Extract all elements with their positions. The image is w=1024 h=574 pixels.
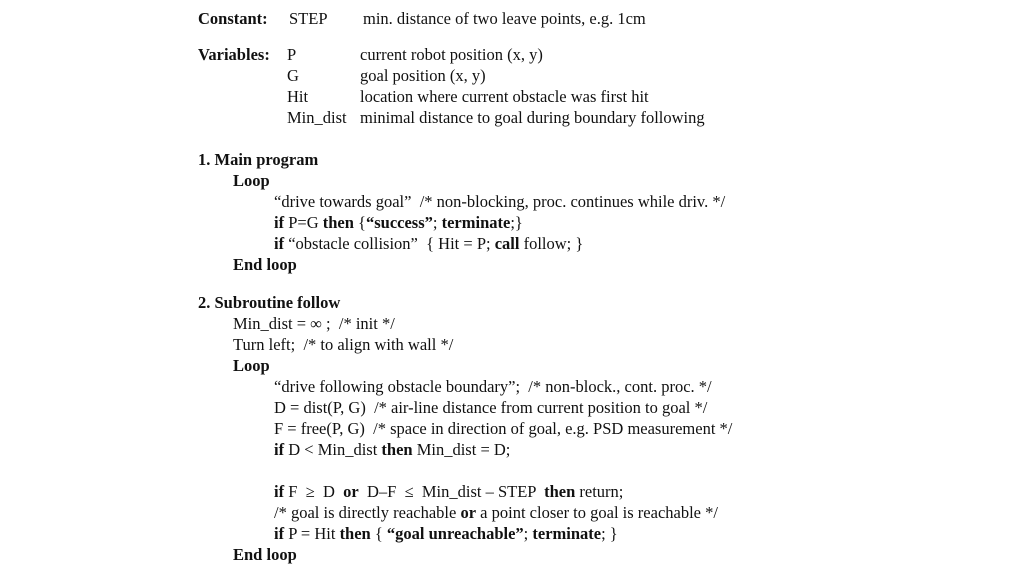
drive-towards-goal-line: “drive towards goal” /* non-blocking, proc. continues while driv. */	[274, 192, 726, 211]
variable-name: Min_dist	[287, 108, 347, 127]
reachable-comment-line: /* goal is directly reachable or a point closer to goal is reachable */	[274, 503, 718, 522]
main-loop-end: End loop	[233, 255, 297, 274]
constant-label: Constant:	[198, 9, 268, 28]
sub-loop-end: End loop	[233, 545, 297, 564]
boundary-line: “drive following obstacle boundary”; /* non-block., cont. proc. */	[274, 377, 712, 396]
turn-left-line: Turn left; /* to align with wall */	[233, 335, 454, 354]
main-program-heading: 1. Main program	[198, 150, 319, 169]
variable-name: P	[287, 45, 297, 64]
sub-loop-start: Loop	[233, 356, 270, 375]
variable-name: Hit	[287, 87, 309, 106]
success-line: if P=G then {“success”; terminate;}	[274, 213, 523, 232]
collision-line: if “obstacle collision” { Hit = P; call follow; }	[274, 234, 584, 253]
unreachable-line: if P = Hit then { “goal unreachable”; terminate; }	[274, 524, 618, 543]
min-dist-line: if D < Min_dist then Min_dist = D;	[274, 440, 511, 459]
init-line: Min_dist = ∞ ; /* init */	[233, 314, 395, 333]
main-loop-start: Loop	[233, 171, 270, 190]
return-line: if F ≥ D or D–F ≤ Min_dist – STEP then return;	[274, 482, 624, 501]
variables-label: Variables:	[198, 45, 270, 64]
subroutine-heading: 2. Subroutine follow	[198, 293, 341, 312]
variable-description: current robot position (x, y)	[360, 45, 543, 64]
constant-description: min. distance of two leave points, e.g. 1cm	[363, 9, 646, 28]
constant-name: STEP	[289, 9, 328, 28]
dist-line: D = dist(P, G) /* air-line distance from current position to goal */	[274, 398, 708, 417]
free-line: F = free(P, G) /* space in direction of goal, e.g. PSD measurement */	[274, 419, 733, 438]
variable-name: G	[287, 66, 299, 85]
variable-description: location where current obstacle was first hit	[360, 87, 649, 106]
variable-description: minimal distance to goal during boundary following	[360, 108, 705, 127]
variable-description: goal position (x, y)	[360, 66, 486, 85]
